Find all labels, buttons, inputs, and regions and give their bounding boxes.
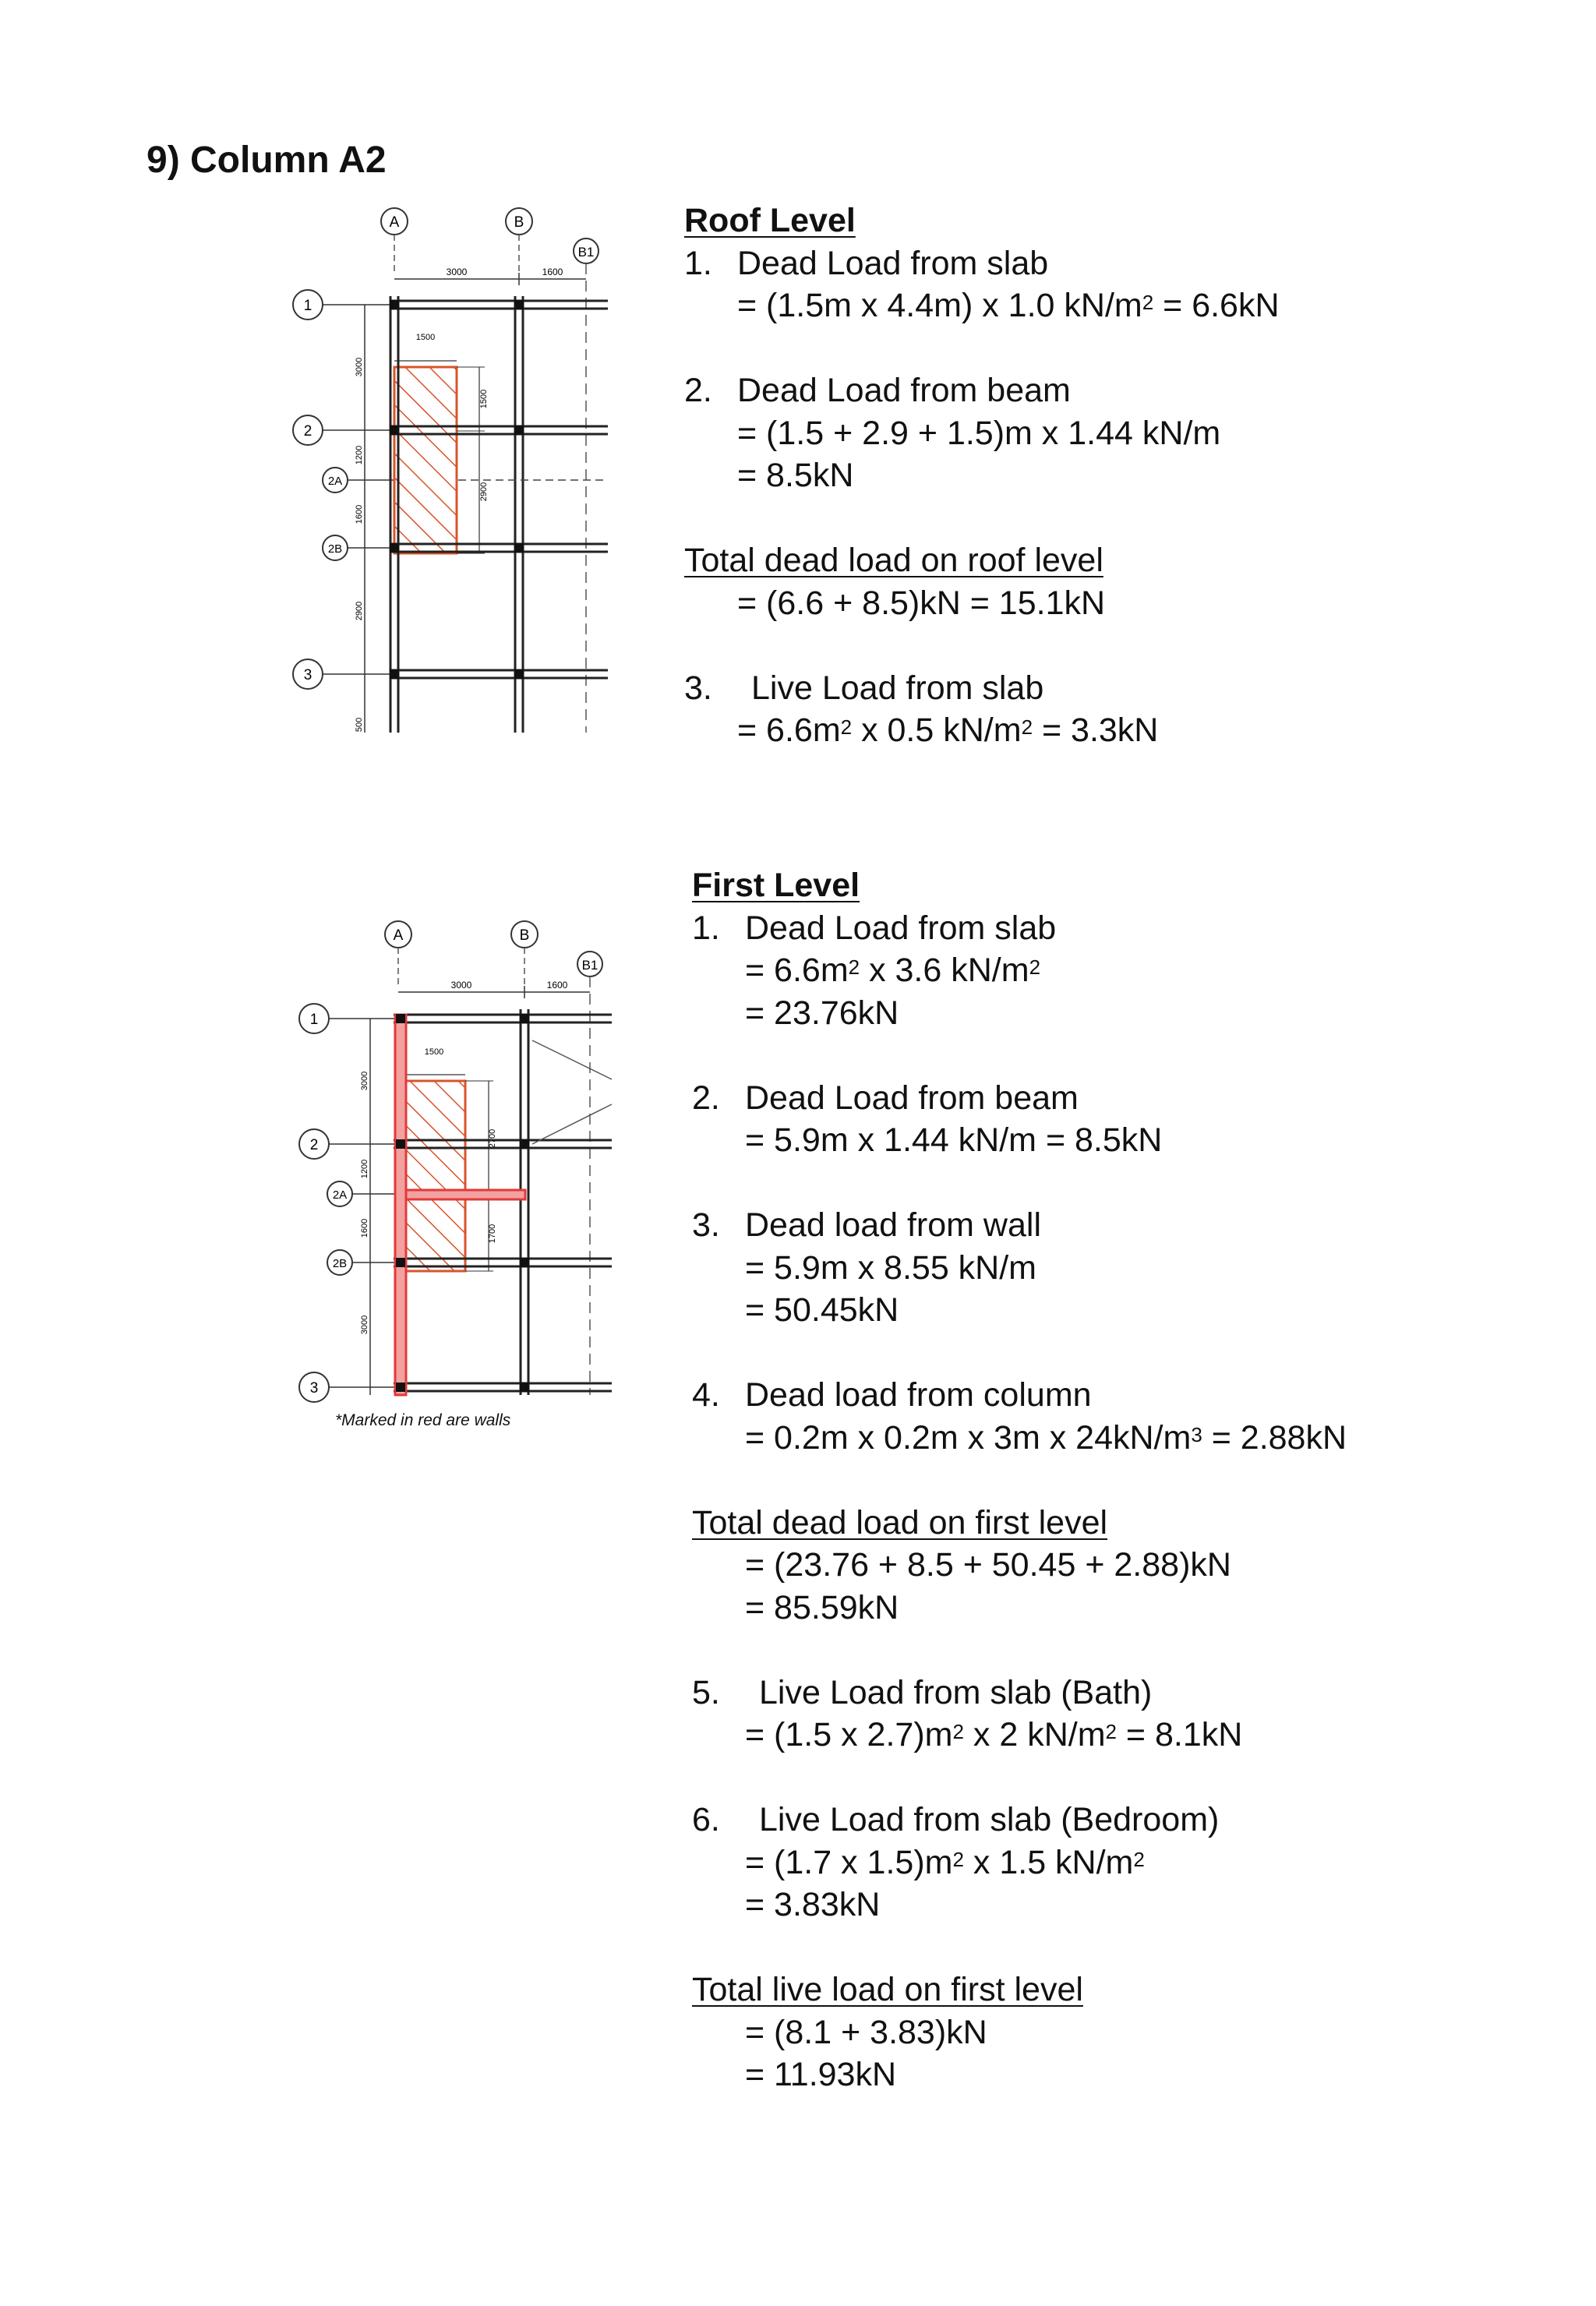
grid-bubble-b1	[574, 238, 598, 263]
grid-bubble-b	[511, 921, 538, 948]
first-item1-result: = 23.76kN	[745, 994, 899, 1032]
roof-item2-result: = 8.5kN	[737, 457, 854, 494]
first-dead-total-calc: = (23.76 + 8.5 + 50.45 + 2.88)kN	[745, 1546, 1231, 1584]
page-title: 9) Column A2	[147, 139, 387, 181]
svg-text:2: 2	[303, 423, 312, 440]
grid-bubble-a	[385, 921, 411, 948]
first-item3-calc: = 5.9m x 8.55 kN/m	[745, 1248, 1037, 1287]
roof-total-calc: = (6.6 + 8.5)kN = 15.1kN	[737, 584, 1106, 622]
first-live-total-result: = 11.93kN	[745, 2056, 897, 2093]
grid-bubble-2	[299, 1129, 329, 1159]
grid-bubble-3	[299, 1372, 329, 1402]
first-heading: First Level	[692, 867, 860, 904]
svg-text:500: 500	[355, 717, 364, 733]
roof-total-label: Total dead load on roof level	[684, 542, 1103, 579]
svg-text:1600: 1600	[355, 504, 364, 524]
first-level-plan	[284, 908, 627, 1407]
grid-bubble-1	[293, 290, 323, 320]
tributary-area	[394, 367, 457, 553]
svg-text:A: A	[393, 927, 404, 944]
svg-text:B1: B1	[581, 958, 598, 973]
dim-bb1: 1600	[542, 267, 563, 277]
svg-text:B: B	[514, 214, 524, 231]
svg-text:B1: B1	[577, 245, 595, 260]
svg-text:2A: 2A	[327, 475, 343, 488]
first-item5-label: Live Load from slab (Bath)	[759, 1673, 1153, 1711]
tributary-area-bedroom	[403, 1196, 465, 1271]
grid-bubble-2	[293, 415, 323, 445]
svg-text:3000: 3000	[360, 1071, 369, 1091]
first-item1-label: Dead Load from slab	[745, 909, 1057, 947]
roof-item2-label: Dead Load from beam	[737, 372, 1071, 409]
roof-item1-label: Dead Load from slab	[737, 244, 1049, 282]
roof-heading: Roof Level	[684, 202, 856, 239]
first-item6-calc: = (1.7 x $1.5)m^2$ x 1.5 $kN/m^2$	[745, 1843, 1145, 1881]
first-live-total-calc: = (8.1 + 3.83)kN	[745, 2013, 987, 2051]
first-item6-result: = 3.83kN	[745, 1886, 881, 1923]
svg-text:1500: 1500	[479, 389, 489, 409]
first-item3-label: Dead load from wall	[745, 1206, 1042, 1244]
svg-text:2B: 2B	[327, 542, 343, 556]
svg-text:B: B	[519, 927, 530, 944]
roof-item3-label: Live Load from slab	[751, 669, 1044, 707]
svg-text:1500: 1500	[424, 1047, 444, 1057]
svg-text:3000: 3000	[360, 1315, 369, 1335]
svg-text:1200: 1200	[355, 445, 364, 465]
grid-bubble-1	[299, 1004, 329, 1033]
svg-text:3000: 3000	[355, 357, 364, 377]
svg-text:3: 3	[303, 667, 312, 683]
svg-text:1500: 1500	[415, 333, 436, 342]
tributary-area-bath	[403, 1081, 465, 1196]
first-item4-calc: = 0.2m x 0.2m x 3m x $24kN/m^3 = 2.88kN$	[745, 1418, 1347, 1457]
first-item5-calc: = (1.5 x $2.7)m^2$ x 2 $kN/m^2 = 8.1kN$	[745, 1716, 1243, 1753]
svg-text:1200: 1200	[360, 1159, 369, 1179]
first-item2-calc: = 5.9m x 1.44 kN/m = 8.5kN	[745, 1121, 1163, 1159]
grid-bubble-b1	[577, 952, 602, 976]
first-item3-result: = 50.45kN	[745, 1291, 899, 1329]
svg-text:2B: 2B	[332, 1257, 348, 1270]
svg-text:A: A	[389, 214, 400, 231]
roof-item1-calc: = (1.5m x 4.4m) x 1.0 $kN/m^2 = 6.6kN$	[737, 287, 1280, 324]
svg-text:2900: 2900	[479, 482, 489, 502]
first-dead-total-result: = 85.59kN	[745, 1588, 899, 1626]
svg-text:1: 1	[309, 1012, 319, 1028]
first-dead-total-label: Total dead load on first level	[692, 1503, 1108, 1541]
grid-bubble-2b	[327, 1250, 352, 1275]
svg-text:2900: 2900	[355, 601, 364, 621]
dim-ab: 3000	[446, 267, 468, 277]
svg-text:1600: 1600	[360, 1218, 369, 1238]
grid-bubble-2a	[327, 1181, 352, 1206]
svg-text:3: 3	[309, 1380, 319, 1397]
first-item2-label: Dead Load from beam	[745, 1079, 1079, 1117]
first-item1-calc: = $6.6m^2$ x 3.6 $kN/m^2$	[745, 952, 1041, 989]
roof-level-plan	[281, 195, 623, 740]
walls-note: *Marked in red are walls	[335, 1411, 511, 1429]
first-item4-label: Dead load from column	[745, 1376, 1092, 1414]
roof-item2-calc: = (1.5 + 2.9 + 1.5)m x 1.44 kN/m	[737, 414, 1221, 452]
grid-bubble-a	[381, 208, 408, 235]
roof-item3-calc: = $6.6m^2$ x 0.5 $kN/m^2 = 3.3kN$	[737, 712, 1159, 749]
svg-text:2: 2	[309, 1137, 319, 1153]
first-item6-label: Live Load from slab (Bedroom)	[759, 1801, 1220, 1838]
svg-text:1700: 1700	[488, 1224, 497, 1244]
svg-text:2700: 2700	[488, 1128, 497, 1149]
first-live-total-label: Total live load on first level	[692, 1971, 1083, 2008]
grid-bubble-3	[293, 659, 323, 689]
svg-text:1: 1	[303, 298, 312, 314]
grid-bubble-2b	[323, 535, 348, 560]
svg-text:1600: 1600	[546, 980, 568, 991]
grid-bubble-2a	[323, 468, 348, 493]
grid-bubble-b	[506, 208, 532, 235]
svg-text:2A: 2A	[332, 1188, 348, 1202]
svg-text:3000: 3000	[450, 980, 472, 991]
